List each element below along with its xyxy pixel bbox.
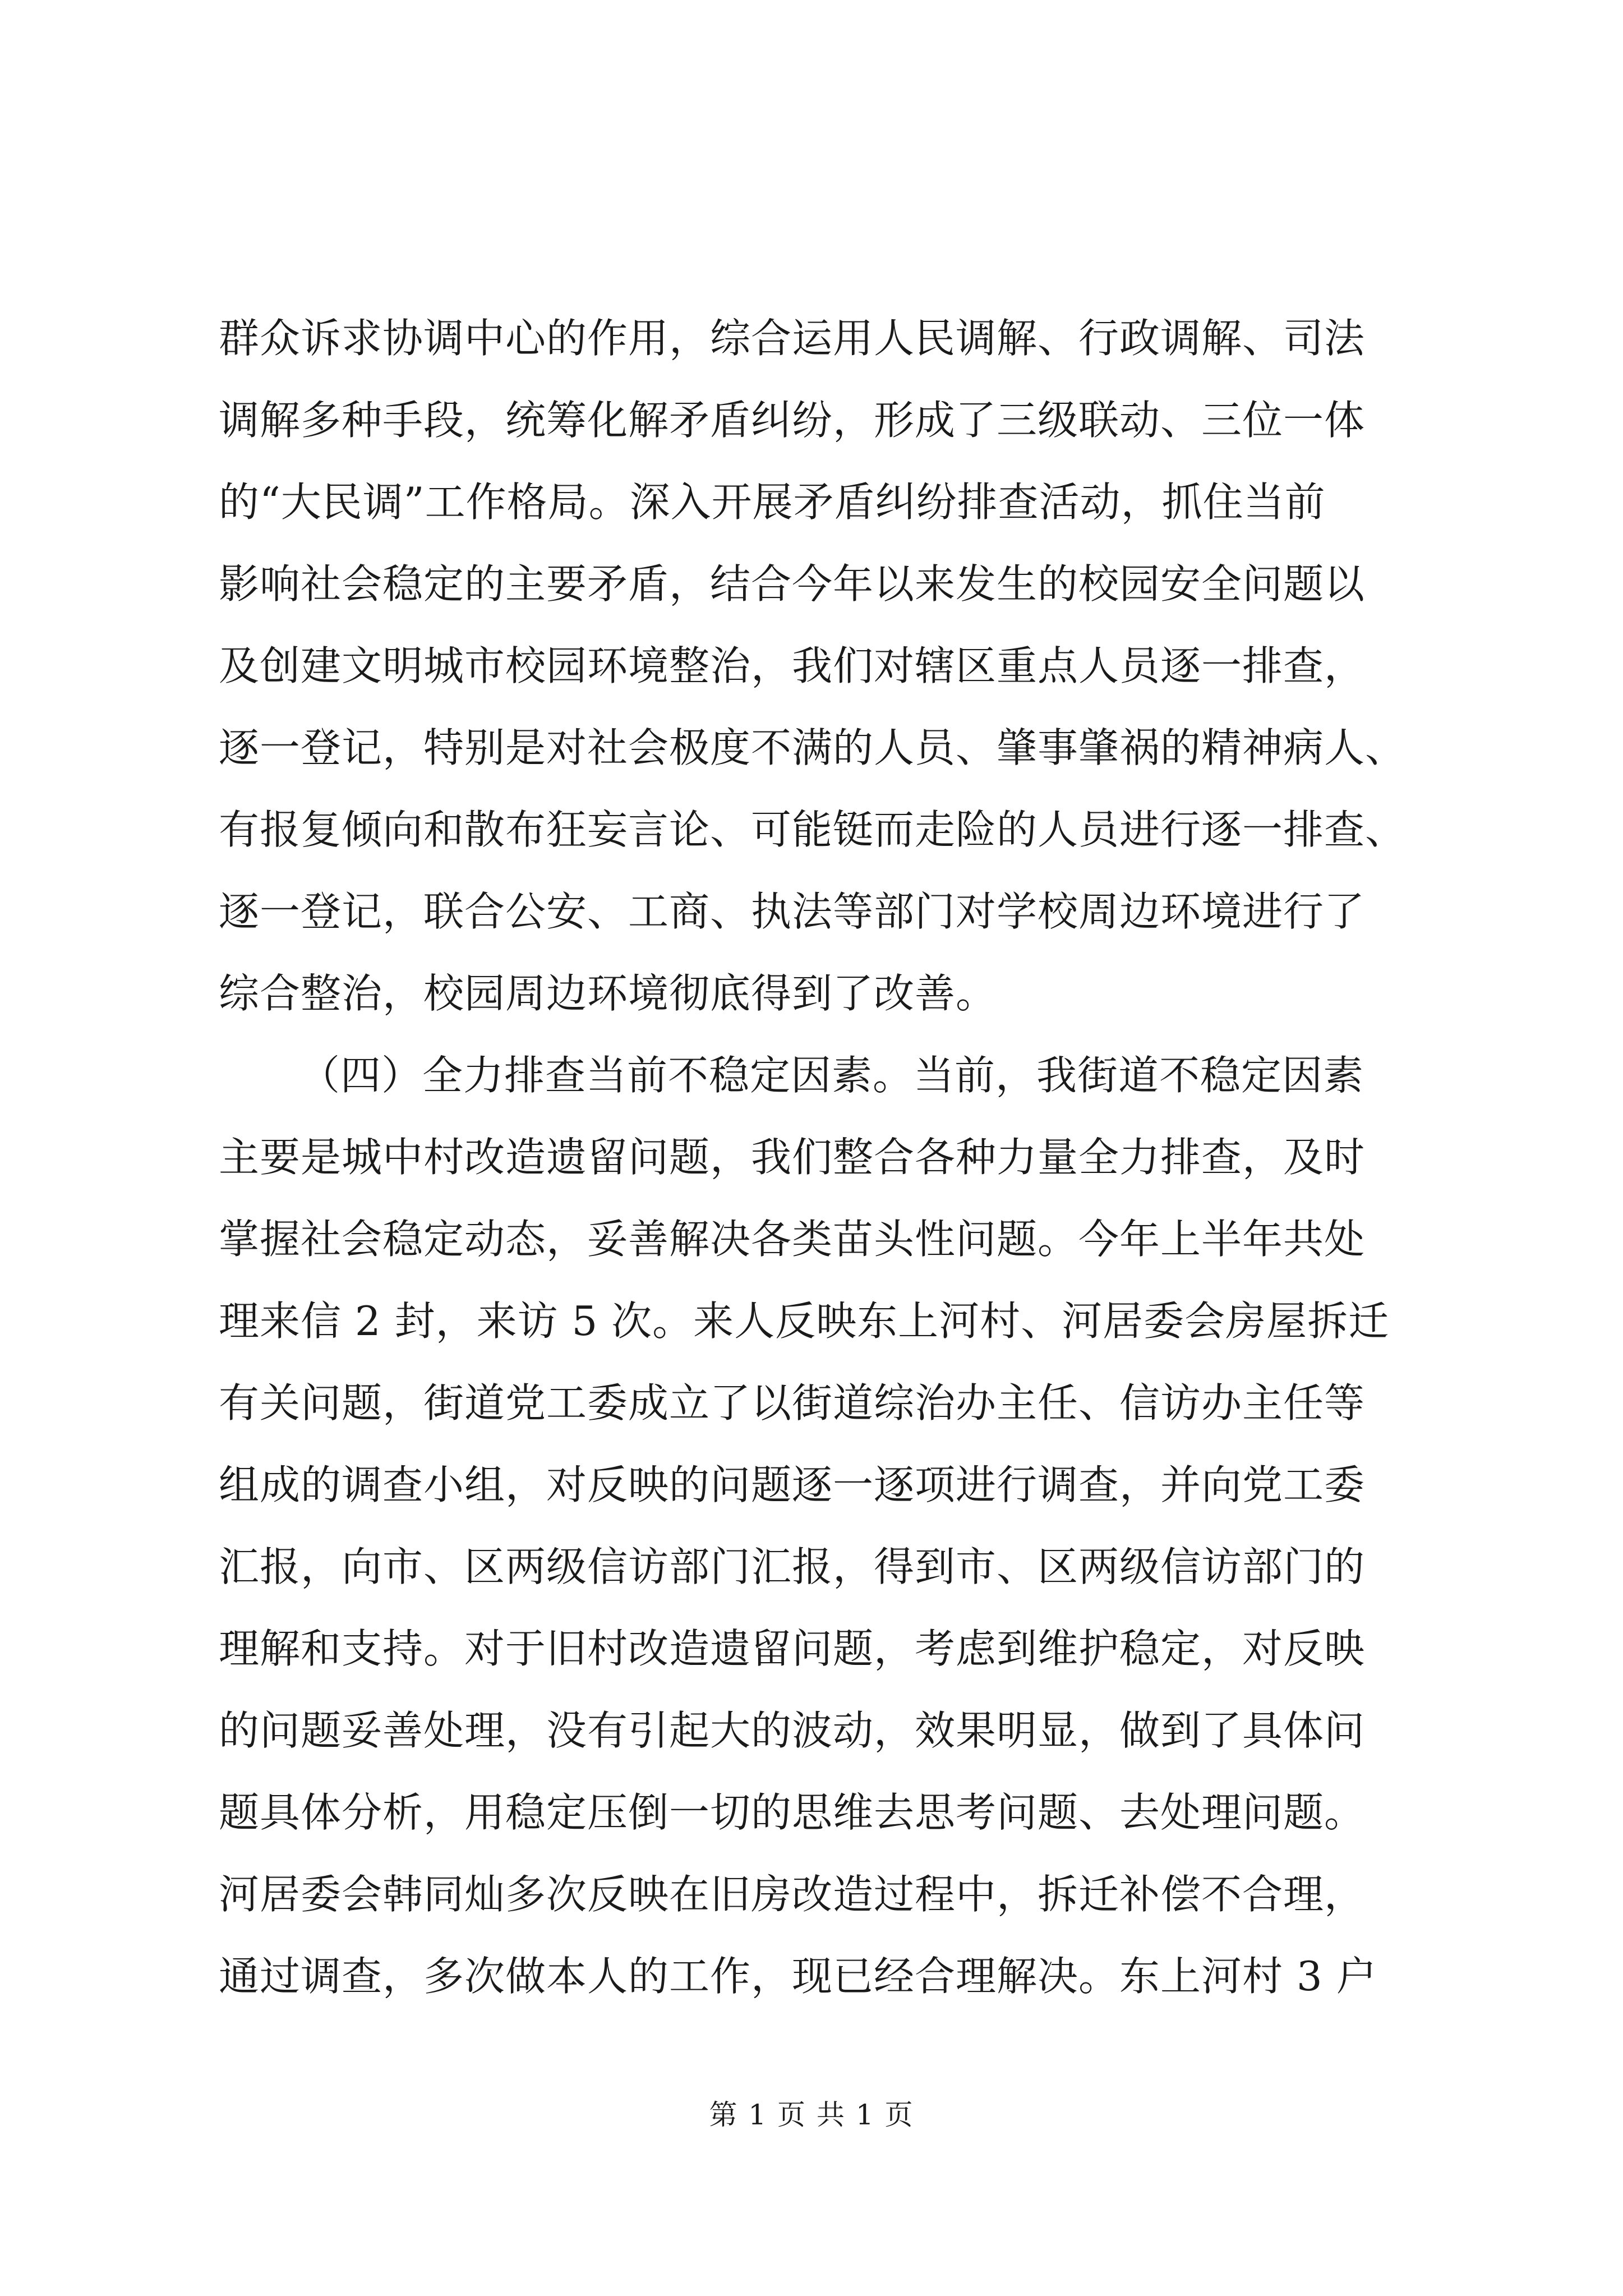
text-line: 的问题妥善处理，没有引起大的波动，效果明显，做到了具体问: [219, 1707, 1366, 1754]
text-line: 逐一登记，联合公安、工商、执法等部门对学校周边环境进行了: [219, 888, 1366, 935]
text-line: 影响社会稳定的主要矛盾，结合今年以来发生的校园安全问题以: [219, 560, 1366, 608]
text-line: 通过调查，多次做本人的工作，现已经合理解决。东上河村 3 户: [219, 1953, 1377, 2000]
text-line: 的“大民调”工作格局。深入开展矛盾纠纷排查活动，抓住当前: [219, 478, 1326, 526]
text-line: 调解多种手段，统筹化解矛盾纠纷，形成了三级联动、三位一体: [219, 397, 1366, 444]
text-line: 掌握社会稳定动态，妥善解决各类苗头性问题。今年上半年共处: [219, 1216, 1366, 1263]
page-number-footer: 第 1 页 共 1 页: [709, 2099, 914, 2131]
text-line: 有关问题，街道党工委成立了以街道综治办主任、信访办主任等: [219, 1379, 1366, 1427]
body-text: [219, 297, 1419, 2017]
text-line: 综合整治，校园周边环境彻底得到了改善。: [219, 970, 997, 1017]
text-line: 逐一登记，特别是对社会极度不满的人员、肇事肇祸的精神病人、: [219, 724, 1407, 771]
text-line: 河居委会韩同灿多次反映在旧房改造过程中，拆迁补偿不合理，: [219, 1871, 1366, 1918]
section-heading-line: （四）全力排查当前不稳定因素。当前，我街道不稳定因素: [299, 1052, 1364, 1099]
text-line: 理解和支持。对于旧村改造遗留问题，考虑到维护稳定，对反映: [219, 1625, 1366, 1672]
text-line: 有报复倾向和散布狂妄言论、可能铤而走险的人员进行逐一排查、: [219, 806, 1407, 853]
text-line: 及创建文明城市校园环境整治，我们对辖区重点人员逐一排查，: [219, 642, 1366, 689]
text-line: 理来信 2 封，来访 5 次。来人反映东上河村、河居委会房屋拆迁: [219, 1297, 1390, 1345]
text-line: 汇报，向市、区两级信访部门汇报，得到市、区两级信访部门的: [219, 1543, 1366, 1590]
text-line: 组成的调查小组，对反映的问题逐一逐项进行调查，并向党工委: [219, 1461, 1366, 1508]
text-line: 题具体分析，用稳定压倒一切的思维去思考问题、去处理问题。: [219, 1789, 1366, 1836]
text-line: 主要是城中村改造遗留问题，我们整合各种力量全力排查，及时: [219, 1134, 1366, 1181]
text-line: 群众诉求协调中心的作用，综合运用人民调解、行政调解、司法: [219, 315, 1366, 362]
